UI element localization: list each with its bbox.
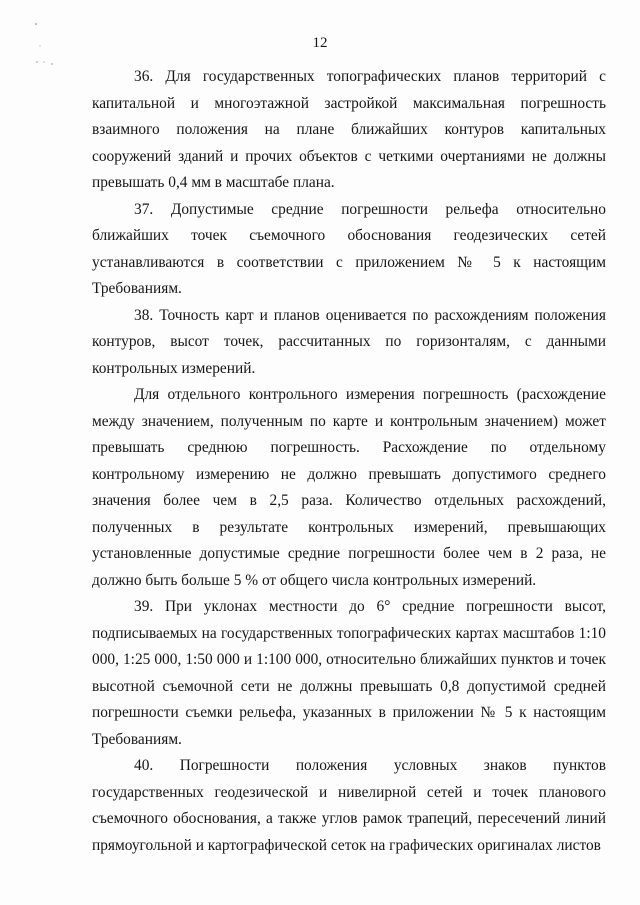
paragraph-37: 37. Допустимые средние погрешности рельефа относительно ближайших точек съемочного обоснования геодезических сетей устанавливаются в соответствии с приложением № 5 к настоящим Требованиям. bbox=[92, 200, 606, 297]
paragraph-40: 40. Погрешности положения условных знаков пунктов государственных геодезической и нивелирной сетей и точек планового съемочного обоснования, а также углов рамок трапеций, пересечений линий прямоугольной и картографической сеток на графических оригиналах листов bbox=[92, 757, 606, 854]
paragraph-38: 38. Точность карт и планов оценивается по расхождениям положения контуров, высот точек, рассчитанных по горизонталям, с данными контрольных измерений. bbox=[92, 306, 606, 377]
paragraph-36: 36. Для государственных топографических планов территорий с капитальной и многоэтажной застройкой максимальная погрешность взаимного положения на плане ближайших контуров капитальных сооружений зданий и прочих объектов с четкими очертаниями не должны превышать 0,4 мм в масштабе плана. bbox=[92, 68, 606, 191]
paragraph-38-continuation: Для отдельного контрольного измерения погрешность (расхождение между значением, полученным по карте и контрольным значением) может превышать среднюю погрешность. Расхождение по отдельному контрольному измерению не должно превышать допустимого среднего значения более чем в 2,5 раза. Количество отдельных расхождений, полученных в результате контрольных измерений, превышающих установленные допустимые средние погрешности более чем в 2 раза, не должно быть больше 5 % от общего числа контрольных измерений. bbox=[92, 386, 606, 589]
document-body bbox=[92, 64, 606, 859]
page-number: 12 bbox=[312, 35, 328, 51]
paragraph-39: 39. При уклонах местности до 6° средние погрешности высот, подписываемых на государственных топографических картах масштабов 1:10 000, 1:25 000, 1:50 000 и 1:100 000, относительно ближайших пунктов и точек высотной съемочной сети не должны превышать 0,8 допустимой средней погрешности съемки рельефа, указанных в приложении № 5 к настоящим Требованиям. bbox=[92, 598, 606, 748]
